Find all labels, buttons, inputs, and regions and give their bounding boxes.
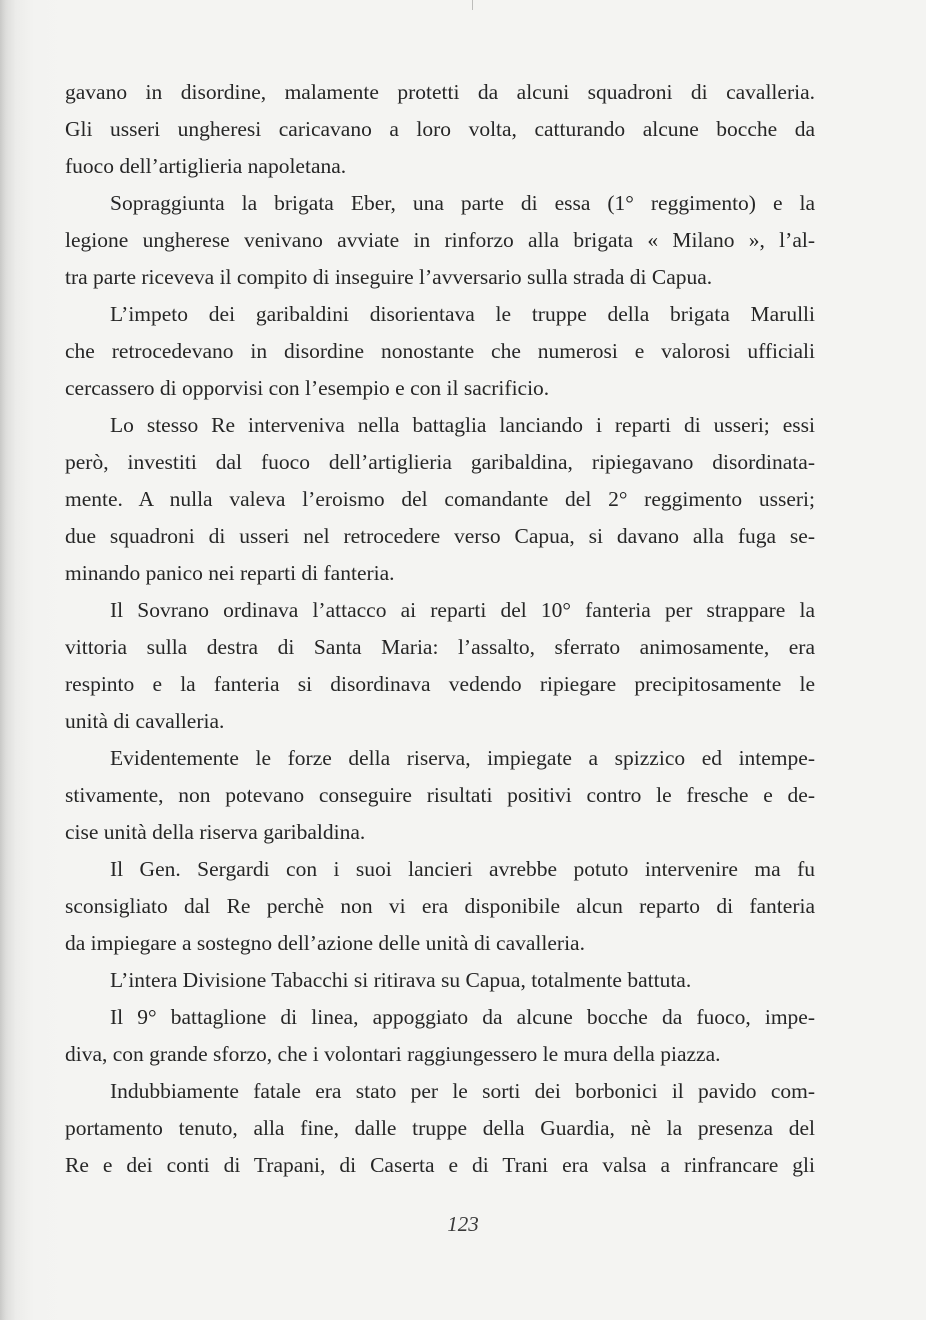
text-line: legione ungherese venivano avviate in rinforzo alla brigata « Milano », l’al- xyxy=(65,228,815,252)
text-line: stivamente, non potevano conseguire risultati positivi contro le fresche e de- xyxy=(65,783,815,807)
text-line: Re e dei conti di Trapani, di Caserta e di Trani era valsa a rinfrancare gli xyxy=(65,1153,815,1177)
text-line: mente. A nulla valeva l’eroismo del comandante del 2° reggimento usseri; xyxy=(65,487,815,511)
text-line: Evidentemente le forze della riserva, impiegate a spizzico ed intempe- xyxy=(110,746,815,770)
text-line: due squadroni di usseri nel retrocedere verso Capua, si davano alla fuga se- xyxy=(65,524,815,548)
text-line: gavano in disordine, malamente protetti da alcuni squadroni di cavalleria. xyxy=(65,80,815,104)
text-line: sconsigliato dal Re perchè non vi era disponibile alcun reparto di fanteria xyxy=(65,894,815,918)
text-line: Indubbiamente fatale era stato per le sorti dei borbonici il pavido com- xyxy=(110,1079,815,1103)
page-number: 123 xyxy=(447,1212,479,1236)
text-line: respinto e la fanteria si disordinava vedendo ripiegare precipitosamente le xyxy=(65,672,815,696)
text-line: fuoco dell’artiglieria napoletana. xyxy=(65,154,347,178)
text-line: Il Sovrano ordinava l’attacco ai reparti del 10° fanteria per strappare la xyxy=(110,598,815,622)
text-line: Il 9° battaglione di linea, appoggiato da alcune bocche da fuoco, impe- xyxy=(110,1005,815,1029)
text-line: L’intera Divisione Tabacchi si ritirava su Capua, totalmente battuta. xyxy=(110,968,692,992)
scan-mark xyxy=(472,0,473,10)
text-line: minando panico nei reparti di fanteria. xyxy=(65,561,395,585)
text-line: Sopraggiunta la brigata Eber, una parte di essa (1° reggimento) e la xyxy=(110,191,815,215)
text-line: Gli usseri ungheresi caricavano a loro volta, catturando alcune bocche da xyxy=(65,117,815,141)
text-line: diva, con grande sforzo, che i volontari raggiungessero le mura della piazza. xyxy=(65,1042,721,1066)
text-line: L’impeto dei garibaldini disorientava le truppe della brigata Marulli xyxy=(110,302,815,326)
text-line: Lo stesso Re interveniva nella battaglia lanciando i reparti di usseri; essi xyxy=(110,413,815,437)
text-line: però, investiti dal fuoco dell’artiglieria garibaldina, ripiegavano disordinata- xyxy=(65,450,815,474)
text-line: unità di cavalleria. xyxy=(65,709,225,733)
text-line: che retrocedevano in disordine nonostante che numerosi e valorosi ufficiali xyxy=(65,339,815,363)
text-line: cercassero di opporvisi con l’esempio e con il sacrificio. xyxy=(65,376,550,400)
text-line: cise unità della riserva garibaldina. xyxy=(65,820,366,844)
text-line: Il Gen. Sergardi con i suoi lancieri avrebbe potuto intervenire ma fu xyxy=(110,857,815,881)
text-line: tra parte riceveva il compito di inseguire l’avversario sulla strada di Capua. xyxy=(65,265,713,289)
text-line: portamento tenuto, alla fine, dalle truppe della Guardia, nè la presenza del xyxy=(65,1116,815,1140)
body-text xyxy=(65,74,815,1184)
text-line: vittoria sulla destra di Santa Maria: l’assalto, sferrato animosamente, era xyxy=(65,635,815,659)
text-line: da impiegare a sostegno dell’azione delle unità di cavalleria. xyxy=(65,931,585,955)
